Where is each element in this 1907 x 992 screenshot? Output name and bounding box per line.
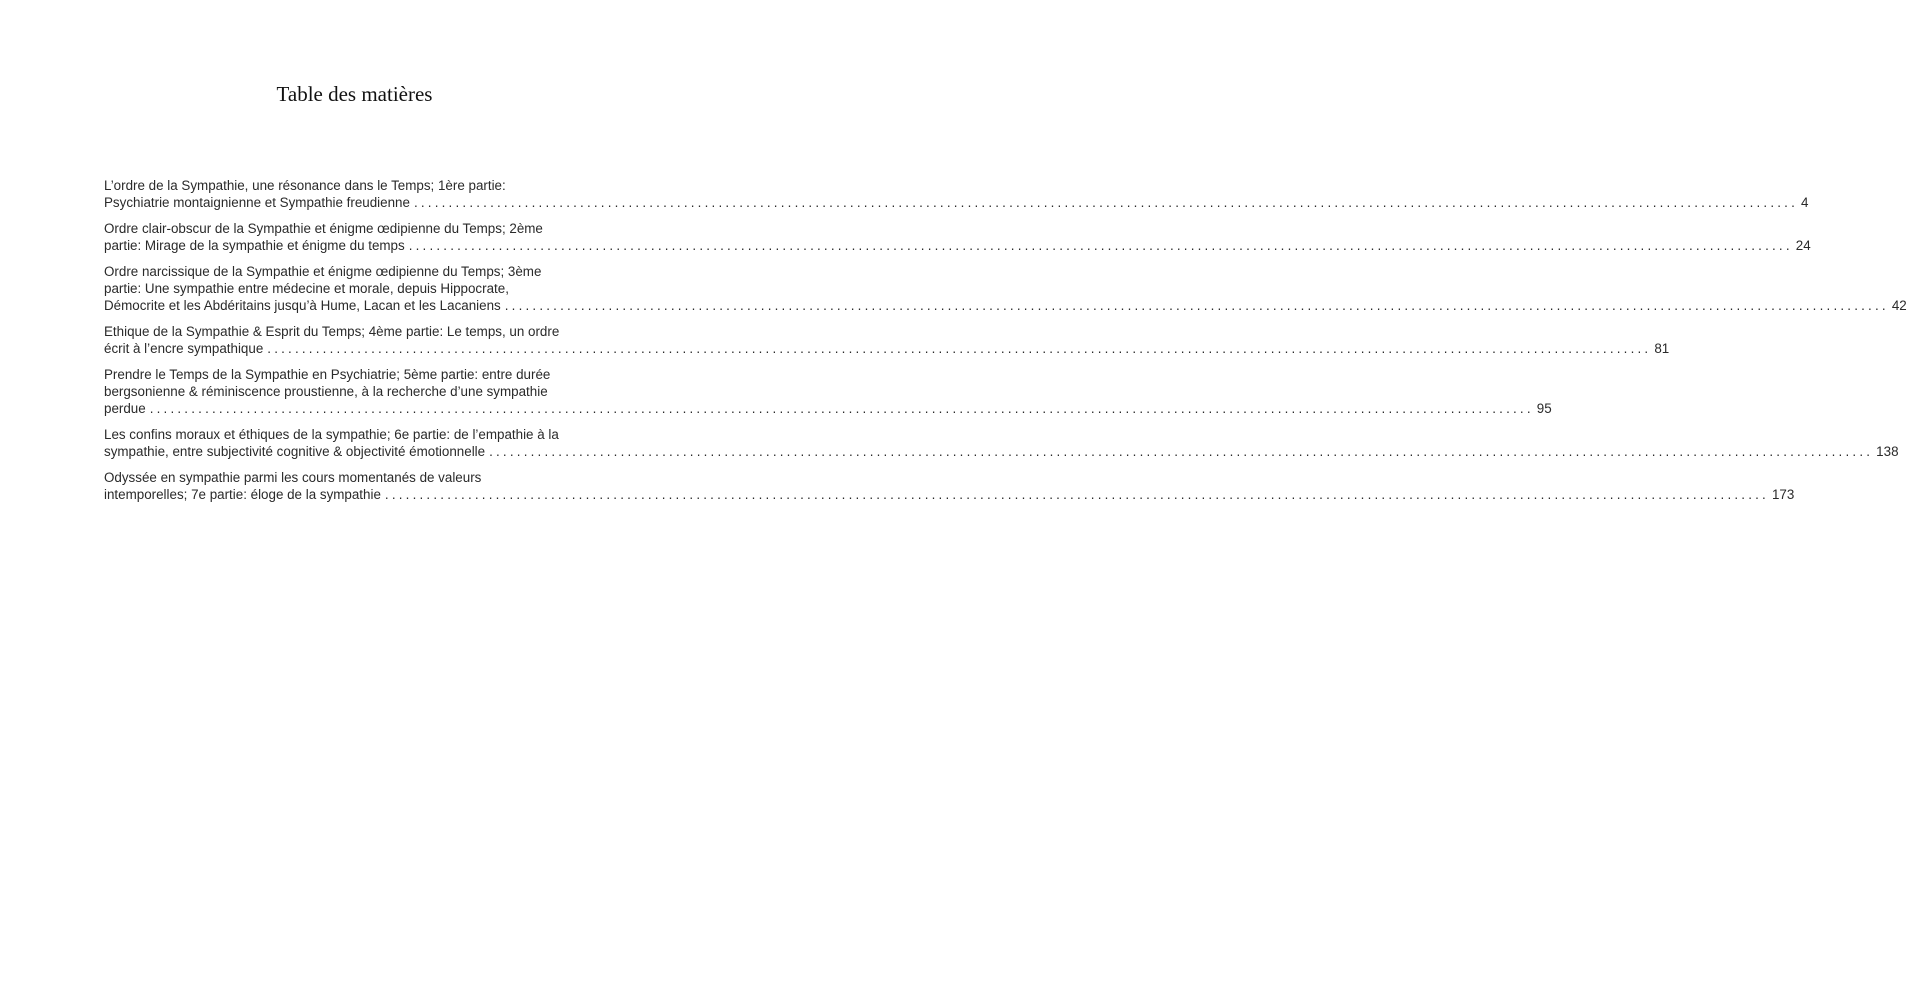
toc-page-number: 81 [1654, 341, 1670, 356]
toc-entry-text: perdue [104, 401, 146, 416]
toc-entry[interactable] [104, 177, 1809, 211]
toc-entry[interactable] [104, 469, 1795, 503]
toc-entry-text: Psychiatrie montaignienne et Sympathie freudienne [104, 195, 410, 210]
toc-entry-line: Les confins moraux et éthiques de la sympathie; 6e partie: de l’empathie à la [104, 427, 559, 442]
toc-entry-text: intemporelles; 7e partie: éloge de la sympathie [104, 487, 381, 502]
toc-entry-text: écrit à l’encre sympathique [104, 341, 264, 356]
toc-entry-text: sympathie, entre subjectivité cognitive & objectivité émotionnelle [104, 444, 486, 459]
page-title: Table des matières [276, 82, 433, 106]
toc-entry-line: Prendre le Temps de la Sympathie en Psychiatrie; 5ème partie: entre durée [104, 367, 551, 382]
toc-page-number: 95 [1536, 401, 1552, 416]
toc-entry-line: Ordre clair-obscur de la Sympathie et énigme œdipienne du Temps; 2ème [104, 221, 543, 236]
toc-page-number: 4 [1801, 195, 1809, 210]
toc-entry-last-line [104, 237, 1811, 254]
toc-entry-line: partie: Une sympathie entre médecine et morale, depuis Hippocrate, [104, 281, 509, 296]
toc-entry[interactable] [104, 220, 1811, 254]
toc-entry[interactable] [104, 426, 1899, 460]
toc-entry-last-line [104, 486, 1795, 503]
toc-page-number: 138 [1876, 444, 1899, 459]
toc-entry-text: partie: Mirage de la sympathie et énigme du temps [104, 238, 405, 253]
toc-entry-line: Ethique de la Sympathie & Esprit du Temps; 4ème partie: Le temps, un ordre [104, 324, 560, 339]
toc-entry[interactable] [104, 263, 1907, 314]
toc-entry-last-line [104, 400, 1552, 417]
toc-page-number: 173 [1771, 487, 1795, 502]
toc-entry-line: Odyssée en sympathie parmi les cours momentanés de valeurs [104, 470, 482, 485]
toc-dot-leader: ........................................................................................................................................................................................................ [504, 298, 1889, 313]
toc-entry[interactable] [104, 366, 1552, 417]
toc-dot-leader: ........................................................................................................................................................................................................ [408, 238, 1793, 253]
toc-entry[interactable] [104, 323, 1670, 357]
toc-entry-line: bergsonienne & réminiscence proustienne, à la recherche d’une sympathie [104, 384, 548, 399]
toc-entry-last-line [104, 443, 1899, 460]
toc-entry-last-line [104, 340, 1670, 357]
toc-dot-leader: ........................................................................................................................................................................................................ [489, 444, 1874, 459]
toc-entry-last-line [104, 297, 1907, 314]
toc-dot-leader: ........................................................................................................................................................................................................ [267, 341, 1652, 356]
toc-entry-line: Ordre narcissique de la Sympathie et énigme œdipienne du Temps; 3ème [104, 264, 542, 279]
toc-page-number: 24 [1795, 238, 1811, 253]
toc-page-number: 42 [1891, 298, 1907, 313]
toc-dot-leader: ........................................................................................................................................................................................................ [384, 487, 1769, 502]
toc-entry-line: L’ordre de la Sympathie, une résonance dans le Temps; 1ère partie: [104, 178, 506, 193]
toc-dot-leader: ........................................................................................................................................................................................................ [149, 401, 1534, 416]
toc-entry-last-line [104, 194, 1809, 211]
toc-dot-leader: ........................................................................................................................................................................................................ [413, 195, 1799, 210]
toc-entry-text: Démocrite et les Abdéritains jusqu’à Hume, Lacan et les Lacaniens [104, 298, 501, 313]
table-of-contents [104, 177, 1907, 512]
